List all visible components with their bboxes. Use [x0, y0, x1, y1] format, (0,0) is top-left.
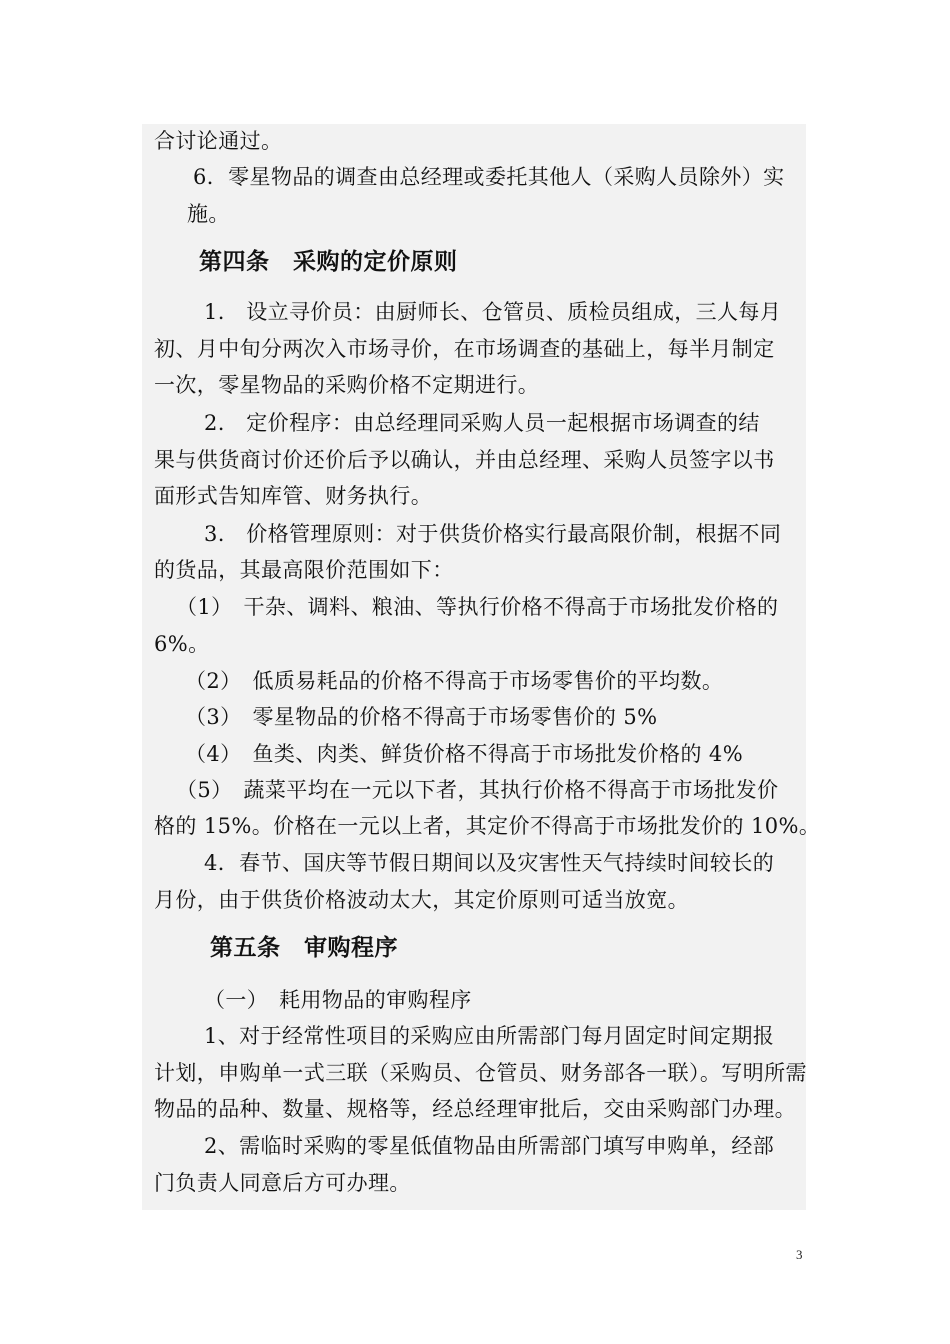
- text-line: 3. 价格管理原则：对于供货价格实行最高限价制，根据不同: [204, 522, 782, 546]
- text-line: 合讨论通过。: [154, 129, 283, 153]
- text-line: 4．春节、国庆等节假日期间以及灾害性天气持续时间较长的: [204, 851, 775, 875]
- section-heading-5: 第五条 审购程序: [210, 935, 398, 961]
- text-line: 门负责人同意后方可办理。: [154, 1171, 411, 1195]
- text-line: （一） 耗用物品的审购程序: [204, 988, 472, 1012]
- text-line: 格的 15%。价格在一元以上者，其定价不得高于市场批发价的 10%。: [154, 814, 821, 838]
- text-line: 施。: [187, 202, 230, 226]
- text-line: 月份，由于供货价格波动太大，其定价原则可适当放宽。: [154, 888, 689, 912]
- text-line: 2. 定价程序：由总经理同采购人员一起根据市场调查的结: [204, 411, 760, 435]
- text-line: 一次，零星物品的采购价格不定期进行。: [154, 373, 540, 397]
- text-line: （2） 低质易耗品的价格不得高于市场零售价的平均数。: [185, 669, 724, 693]
- text-line: 果与供货商讨价还价后予以确认，并由总经理、采购人员签字以书: [154, 448, 775, 472]
- text-line: 物品的品种、数量、规格等，经总经理审批后，交由采购部门办理。: [154, 1097, 796, 1121]
- text-line: （5） 蔬菜平均在一元以下者，其执行价格不得高于市场批发价: [176, 778, 779, 802]
- page-number: 3: [796, 1247, 803, 1262]
- text-line: 1. 设立寻价员：由厨师长、仓管员、质检员组成，三人每月: [204, 300, 782, 324]
- text-line: 2、需临时采购的零星低值物品由所需部门填写申购单，经部: [204, 1134, 775, 1158]
- text-line: （4） 鱼类、肉类、鲜货价格不得高于市场批发价格的 4%: [185, 742, 744, 766]
- text-line: 1、对于经常性项目的采购应由所需部门每月固定时间定期报: [204, 1024, 775, 1048]
- text-line: （3） 零星物品的价格不得高于市场零售价的 5%: [185, 705, 658, 729]
- text-line: 的货品，其最高限价范围如下：: [154, 558, 454, 582]
- text-line: 初、月中旬分两次入市场寻价，在市场调查的基础上，每半月制定: [154, 337, 775, 361]
- text-line: 6．零星物品的调查由总经理或委托其他人（采购人员除外）实: [193, 165, 785, 189]
- text-line: 计划，申购单一式三联（采购员、仓管员、财务部各一联）。写明所需: [154, 1061, 807, 1085]
- text-line: （1） 干杂、调料、粮油、等执行价格不得高于市场批发价格的: [176, 595, 779, 619]
- section-heading-4: 第四条 采购的定价原则: [199, 249, 458, 275]
- text-line: 面形式告知库管、财务执行。: [154, 484, 433, 508]
- text-line: 6%。: [154, 632, 210, 656]
